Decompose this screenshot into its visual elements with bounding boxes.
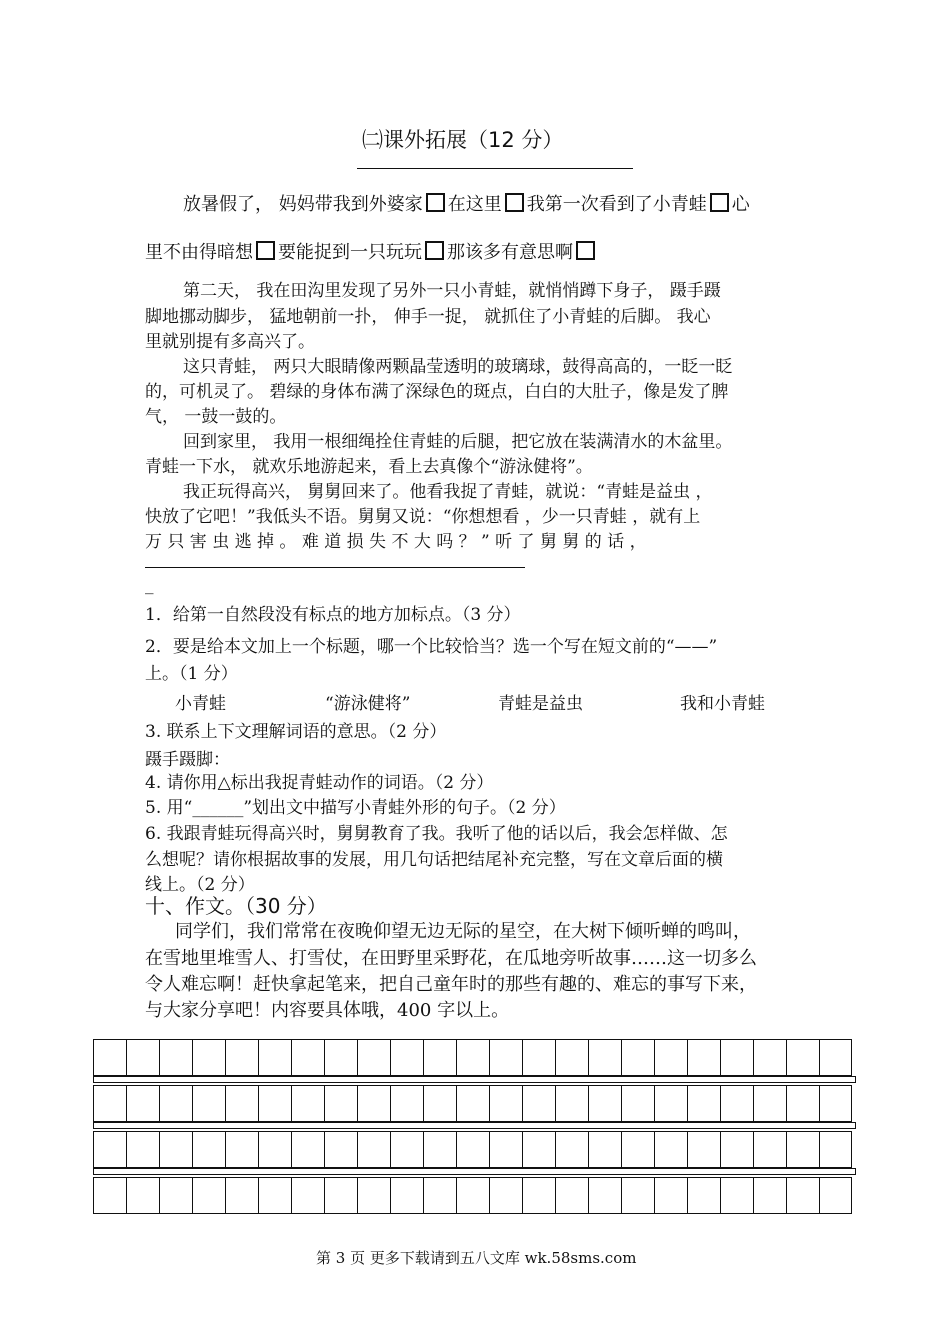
paragraph-5-line-2: 快放了它吧！”我低头不语。舅舅又说：“你想想看 ，少一只青蛙 ，就有上: [145, 507, 701, 527]
grid-cell[interactable]: [786, 1039, 819, 1076]
grid-cell[interactable]: [753, 1177, 786, 1214]
essay-prompt-line-3: 令人难忘啊！赶快拿起笔来，把自己童年时的那些有趣的、难忘的事写下来，: [145, 974, 757, 995]
grid-cell[interactable]: [489, 1085, 522, 1122]
grid-cell[interactable]: [324, 1131, 357, 1168]
grid-cell[interactable]: [621, 1131, 654, 1168]
grid-cell[interactable]: [423, 1177, 456, 1214]
grid-cell[interactable]: [357, 1039, 390, 1076]
grid-cell[interactable]: [819, 1177, 852, 1214]
grid-cell[interactable]: [720, 1039, 753, 1076]
question-5: 5. 用“______”划出文中描写小青蛙外形的句子。（2 分）: [145, 798, 566, 818]
grid-cell[interactable]: [522, 1039, 555, 1076]
grid-cell[interactable]: [819, 1085, 852, 1122]
question-6-line-2: 么想呢？请你根据故事的发展，用几句话把结尾补充完整，写在文章后面的横: [145, 850, 723, 870]
grid-cell[interactable]: [423, 1085, 456, 1122]
title-option-2: “游泳健将”: [325, 694, 411, 714]
p1-text-c: 我第一次看到了小青蛙: [526, 194, 707, 215]
grid-cell[interactable]: [93, 1131, 126, 1168]
paragraph-2-line-1: 第二天， 我在田沟里发现了另外一只小青蛙，就悄悄蹲下身子， 蹑手蹑: [183, 281, 721, 301]
question-2-line-1: 2．要是给本文加上一个标题，哪一个比较恰当？选一个写在短文前的“——”: [145, 637, 718, 657]
grid-cell[interactable]: [126, 1039, 159, 1076]
paragraph-5-line-3: 万 只 害 虫 逃 掉 。 难 道 损 失 不 大 吗 ？ ” 听 了 舅 舅 的 话 ，: [145, 532, 647, 552]
grid-cell[interactable]: [291, 1177, 324, 1214]
grid-cell[interactable]: [489, 1177, 522, 1214]
grid-cell[interactable]: [390, 1131, 423, 1168]
grid-cell[interactable]: [456, 1085, 489, 1122]
grid-cell[interactable]: [225, 1177, 258, 1214]
grid-cell[interactable]: [720, 1131, 753, 1168]
grid-cell[interactable]: [192, 1039, 225, 1076]
p1-text-a: 放暑假了， 妈妈带我到外婆家: [183, 194, 423, 215]
punctuation-box[interactable]: [710, 193, 729, 212]
grid-cell[interactable]: [93, 1085, 126, 1122]
paragraph-1-line-2: [145, 238, 598, 264]
grid-cell[interactable]: [159, 1039, 192, 1076]
grid-cell[interactable]: [588, 1131, 621, 1168]
grid-cell[interactable]: [489, 1039, 522, 1076]
grid-cell[interactable]: [456, 1177, 489, 1214]
grid-cell[interactable]: [555, 1131, 588, 1168]
question-1: 1．给第一自然段没有标点的地方加标点。（3 分）: [145, 605, 521, 625]
grid-cell[interactable]: [654, 1085, 687, 1122]
grid-cell[interactable]: [192, 1131, 225, 1168]
grid-cell[interactable]: [258, 1177, 291, 1214]
p1-text-b: 在这里: [447, 194, 502, 215]
grid-cell[interactable]: [654, 1039, 687, 1076]
grid-cell[interactable]: [192, 1085, 225, 1122]
paragraph-1-line-1: [183, 190, 750, 216]
paragraph-2-line-3: 里就别提有多高兴了。: [145, 332, 315, 352]
grid-cell[interactable]: [357, 1085, 390, 1122]
grid-cell[interactable]: [753, 1039, 786, 1076]
grid-cell[interactable]: [159, 1131, 192, 1168]
grid-row-separator: [93, 1122, 856, 1129]
grid-cell[interactable]: [324, 1039, 357, 1076]
grid-cell[interactable]: [456, 1131, 489, 1168]
p1-text-d: 心: [731, 194, 750, 215]
punctuation-box[interactable]: [426, 193, 445, 212]
grid-cell[interactable]: [720, 1085, 753, 1122]
paragraph-2-line-2: 脚地挪动脚步， 猛地朝前一扑， 伸手一捉， 就抓住了小青蛙的后脚。 我心: [145, 307, 711, 327]
answer-line-dash: _: [145, 575, 154, 595]
punctuation-box[interactable]: [425, 241, 444, 260]
grid-cell[interactable]: [489, 1131, 522, 1168]
grid-row: [93, 1131, 852, 1169]
paragraph-3-line-1: 这只青蛙， 两只大眼睛像两颗晶莹透明的玻璃球，鼓得高高的，一眨一眨: [183, 357, 733, 377]
grid-cell[interactable]: [555, 1039, 588, 1076]
page-footer: 第 3 页 更多下载请到五八文库 wk.58sms.com: [316, 1249, 637, 1267]
grid-cell[interactable]: [126, 1085, 159, 1122]
grid-cell[interactable]: [555, 1085, 588, 1122]
title-option-3: 青蛙是益虫: [498, 694, 583, 714]
question-3-word: 蹑手蹑脚：: [145, 750, 230, 770]
grid-cell[interactable]: [357, 1131, 390, 1168]
punctuation-box[interactable]: [505, 193, 524, 212]
essay-prompt-line-2: 在雪地里堆雪人、打雪仗，在田野里采野花，在瓜地旁听故事……这一切多么: [145, 948, 757, 969]
title-option-1: 小青蛙: [175, 694, 226, 714]
grid-cell[interactable]: [126, 1131, 159, 1168]
grid-row: [93, 1039, 852, 1077]
grid-cell[interactable]: [687, 1131, 720, 1168]
grid-cell[interactable]: [291, 1085, 324, 1122]
paragraph-5-line-1: 我正玩得高兴， 舅舅回来了。他看我捉了青蛙，就说：“青蛙是益虫 ，: [183, 482, 713, 502]
grid-cell[interactable]: [555, 1177, 588, 1214]
grid-cell[interactable]: [819, 1131, 852, 1168]
grid-cell[interactable]: [720, 1177, 753, 1214]
paragraph-4-line-1: 回到家里， 我用一根细绳拴住青蛙的后腿，把它放在装满清水的木盆里。: [183, 432, 733, 452]
grid-cell[interactable]: [390, 1085, 423, 1122]
grid-row-separator: [93, 1168, 856, 1175]
grid-cell[interactable]: [390, 1177, 423, 1214]
p1-text-e: 里不由得暗想: [145, 242, 253, 263]
grid-cell[interactable]: [621, 1177, 654, 1214]
grid-cell[interactable]: [159, 1177, 192, 1214]
grid-cell[interactable]: [357, 1177, 390, 1214]
grid-cell[interactable]: [93, 1177, 126, 1214]
paragraph-4-line-2: 青蛙一下水， 就欢乐地游起来，看上去真像个“游泳健将”。: [145, 457, 593, 477]
grid-cell[interactable]: [621, 1085, 654, 1122]
grid-cell[interactable]: [753, 1131, 786, 1168]
grid-cell[interactable]: [258, 1131, 291, 1168]
grid-cell[interactable]: [423, 1039, 456, 1076]
grid-cell[interactable]: [753, 1085, 786, 1122]
grid-cell[interactable]: [687, 1039, 720, 1076]
grid-cell[interactable]: [423, 1131, 456, 1168]
grid-cell[interactable]: [588, 1039, 621, 1076]
question-4: 4. 请你用△标出我捉青蛙动作的词语。（2 分）: [145, 773, 494, 793]
grid-cell[interactable]: [159, 1085, 192, 1122]
grid-cell[interactable]: [93, 1039, 126, 1076]
grid-cell[interactable]: [258, 1085, 291, 1122]
grid-cell[interactable]: [654, 1131, 687, 1168]
grid-cell[interactable]: [786, 1177, 819, 1214]
grid-row-separator: [93, 1076, 856, 1083]
punctuation-box[interactable]: [576, 241, 595, 260]
section-title: ㈡课外拓展（12 分）: [362, 128, 564, 152]
grid-cell[interactable]: [126, 1177, 159, 1214]
punctuation-box[interactable]: [256, 241, 275, 260]
question-6-line-1: 6. 我跟青蛙玩得高兴时，舅舅教育了我。我听了他的话以后，我会怎样做、怎: [145, 824, 728, 844]
grid-cell[interactable]: [291, 1039, 324, 1076]
grid-cell[interactable]: [786, 1131, 819, 1168]
essay-prompt-line-4: 与大家分享吧！内容要具体哦，400 字以上。: [145, 1000, 510, 1021]
grid-cell[interactable]: [324, 1177, 357, 1214]
question-3: 3. 联系上下文理解词语的意思。（2 分）: [145, 722, 447, 742]
grid-cell[interactable]: [225, 1039, 258, 1076]
answer-line[interactable]: [145, 567, 525, 568]
grid-cell[interactable]: [621, 1039, 654, 1076]
question-2-line-2: 上。（1 分）: [145, 664, 238, 684]
grid-cell[interactable]: [456, 1039, 489, 1076]
grid-cell[interactable]: [390, 1039, 423, 1076]
p1-text-f: 要能捉到一只玩玩: [278, 242, 422, 263]
grid-cell[interactable]: [588, 1085, 621, 1122]
grid-cell[interactable]: [522, 1085, 555, 1122]
grid-cell[interactable]: [522, 1177, 555, 1214]
grid-cell[interactable]: [687, 1177, 720, 1214]
paragraph-3-line-3: 气， 一鼓一鼓的。: [145, 407, 287, 427]
grid-cell[interactable]: [687, 1085, 720, 1122]
grid-cell[interactable]: [654, 1177, 687, 1214]
essay-prompt-line-1: 同学们，我们常常在夜晚仰望无边无际的星空，在大树下倾听蝉的鸣叫，: [175, 921, 751, 942]
grid-cell[interactable]: [225, 1085, 258, 1122]
grid-cell[interactable]: [258, 1039, 291, 1076]
grid-cell[interactable]: [588, 1177, 621, 1214]
grid-cell[interactable]: [786, 1085, 819, 1122]
grid-cell[interactable]: [522, 1131, 555, 1168]
title-underline: [357, 168, 633, 169]
p1-text-g: 那该多有意思啊: [447, 242, 573, 263]
paragraph-3-line-2: 的，可机灵了。 碧绿的身体布满了深绿色的斑点，白白的大肚子，像是发了脾: [145, 382, 729, 402]
grid-cell[interactable]: [324, 1085, 357, 1122]
grid-cell[interactable]: [819, 1039, 852, 1076]
essay-heading: 十、作文。（30 分）: [145, 894, 327, 918]
grid-cell[interactable]: [225, 1131, 258, 1168]
title-option-4: 我和小青蛙: [680, 694, 765, 714]
grid-cell[interactable]: [192, 1177, 225, 1214]
grid-row: [93, 1177, 852, 1215]
grid-row: [93, 1085, 852, 1123]
grid-cell[interactable]: [291, 1131, 324, 1168]
question-6-line-3: 线上。（2 分）: [145, 875, 255, 895]
